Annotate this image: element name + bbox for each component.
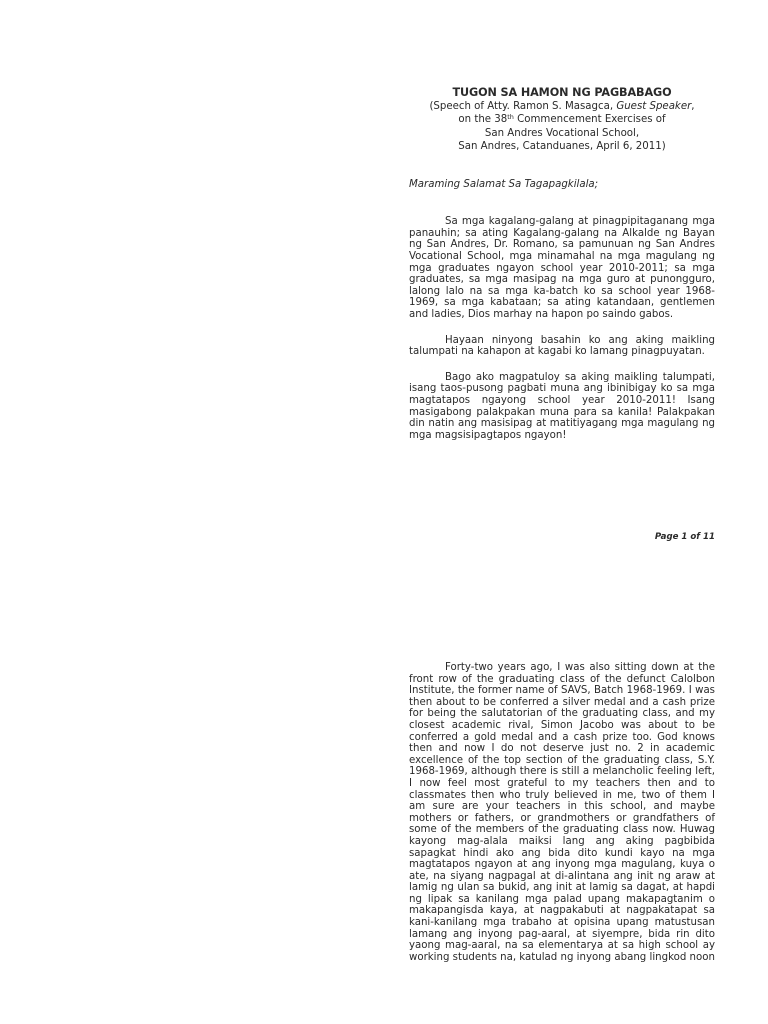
paragraph-2: Hayaan ninyong basahin ko ang aking maikling talumpati na kahapon at kagabi ko lamang pinagpuyatan.	[409, 334, 715, 358]
subtitle-line-1-prefix: (Speech of Atty. Ramon S. Masagca,	[429, 101, 617, 112]
speech-subtitle	[409, 100, 715, 154]
subtitle-line-2	[409, 113, 715, 126]
page-number: Page 1 of 11	[654, 532, 715, 542]
subtitle-line-2-suffix: Commencement Exercises of	[513, 114, 666, 126]
subtitle-ordinal-suffix: th	[507, 113, 514, 122]
document-page-1	[409, 86, 715, 441]
subtitle-line-1-suffix: ,	[691, 101, 695, 112]
subtitle-line-2-prefix: on the 38	[458, 114, 508, 126]
subtitle-guest-speaker: Guest Speaker	[616, 101, 692, 112]
document-page-2	[409, 662, 715, 963]
page-2-paragraph: Forty-two years ago, I was also sitting down at the front row of the graduating class of the defunct Calolbon Institute, the former name of SAVS, Batch 1968-1969. I was then about to be conferred a silver medal and a cash prize for being the salutatorian of the graduating class, and my closest academic rival, Simon Jacobo was about to be conferred a gold medal and a cash prize too. God knows then and now I do not deserve just no. 2 in academic excellence of the top section of the graduating class, S.Y. 1968-1969, although there is still a melancholic feeling left, I now feel most grateful to my teachers then and to classmates then who truly believed in me, two of them I am sure are your teachers in this school, and maybe mothers or fathers, or grandmothers or grandfathers of some of the members of the graduating class now. Huwag kayong mag-alala maiksi lang ang aking pagbibida sapagkat hindi ako ang bida dito kundi kayo na mga magtatapos ngayon at ang inyong mga magulang, kuya o ate, na siyang nagpagal at di-alintana ang init ng araw at lamig ng ulan sa bukid, ang init at lamig sa dagat, at hapdi ng lipak sa kanilang mga palad upang makapagtanim o makapangisda kaya, at nagpakabuti at nagpakatapat sa kani-kanilang mga trabaho at opisina upang matustusan lamang ang inyong pag-aaral, at siyempre, bida rin dito yaong mag-aaral, na sa elementarya at sa high school ay working students na, katulad ng inyong abang lingkod noon	[409, 662, 715, 963]
paragraph-3: Bago ako magpatuloy sa aking maikling talumpati, isang taos-pusong pagbati muna ang ibinibigay ko sa mga magtatapos ngayong school year 2010-2011! Isang masigabong palakpakan muna para sa kanila! Palakpakan din natin ang masisipag at matitiyagang mga magulang ng mga magsisipagtapos ngayon!	[409, 371, 715, 441]
subtitle-line-4: San Andres, Catanduanes, April 6, 2011)	[458, 141, 666, 153]
salutation: Maraming Salamat Sa Tagapagkilala;	[409, 178, 599, 190]
paragraph-1: Sa mga kagalang-galang at pinagpipitaganang mga panauhin; sa ating Kagalang-galang na Alkalde ng Bayan ng San Andres, Dr. Romano, sa pamunuan ng San Andres Vocational School, mga minamahal na mga magulang ng mga graduates ngayon school year 2010-2011; sa mga graduates, sa mga masipag na mga guro at punongguro, lalong lalo na sa mga ka-batch ko sa school year 1968-1969, sa mga kabataan; sa ating katandaan, gentlemen and ladies, Dios marhay na hapon po saindo gabos.	[409, 216, 715, 320]
speech-title: TUGON SA HAMON NG PAGBABAGO	[452, 86, 672, 99]
subtitle-line-3: San Andres Vocational School,	[484, 127, 640, 139]
subtitle-line-1	[409, 100, 715, 113]
